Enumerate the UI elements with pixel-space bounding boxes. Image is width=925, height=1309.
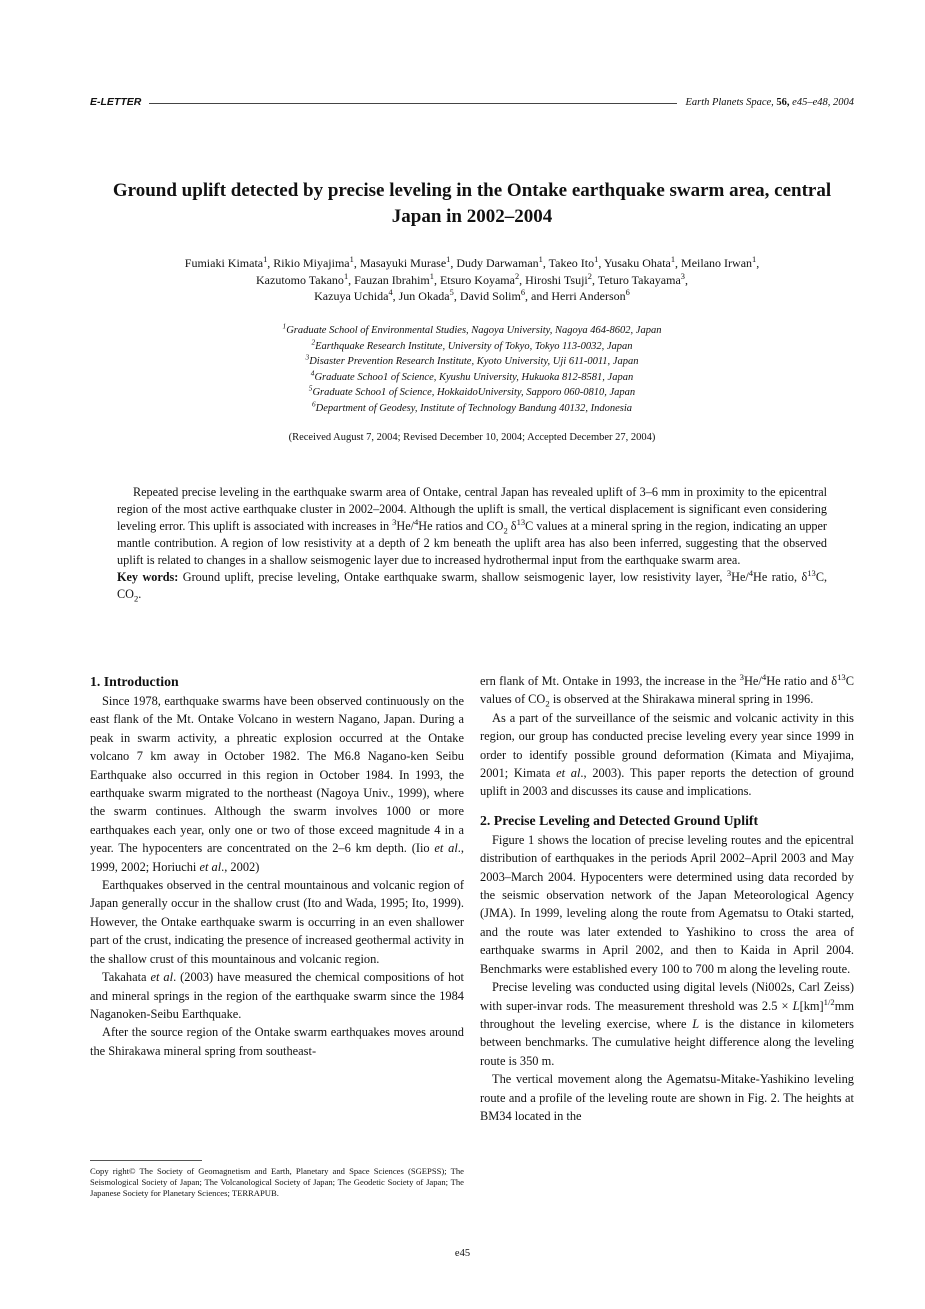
author-affiliation-mark: 3 <box>680 271 685 281</box>
affiliation-text: Department of Geodesy, Institute of Technology Bandung 40132, Indonesia <box>315 402 632 414</box>
paragraph: The vertical movement along the Agematsu-Mitake-Yashikino leveling route and a profile of the leveling route are shown in Fig. 2. The heights at BM34 located in the <box>480 1072 854 1123</box>
author-name: Rikio Miyajima <box>273 256 350 270</box>
author-affiliation-mark: 1 <box>263 255 268 264</box>
paragraph: Earthquakes observed in the central mountainous and volcanic region of Japan generally occur in the shallow crust (Ito and Wada, 1995; Ito, 1999). However, the Ontake earthquake swarm is occurring in an even shallower part of the crust, indicating the presence of increased geothermal activity in the shallow crust of this mountainous and volcanic region. <box>90 878 464 966</box>
author-affiliation-mark: 2 <box>587 271 592 281</box>
author-affiliation-mark: 6 <box>520 288 526 297</box>
affiliation <box>90 401 854 417</box>
copyright-notice: Copy right© The Society of Geomagnetism and Earth, Planetary and Space Sciences (SGEPSS); The Seismological Society of Japan; The Volcanological Society of Japan; The Geodetic Society of Japan; The Japanese Society for Planetary Sciences; TERRAPUB. <box>90 1166 464 1198</box>
author-name: Herri Anderson <box>551 289 626 303</box>
author-name: Jun Okada <box>398 289 450 303</box>
author-affiliation-mark: 6 <box>625 288 630 297</box>
affiliation <box>90 354 854 370</box>
author-affiliation-mark: 1 <box>349 255 354 264</box>
author-affiliation-mark: 1 <box>429 271 434 281</box>
abstract-text: Repeated precise leveling in the earthquake swarm area of Ontake, central Japan has revealed uplift of 3–6 mm in proximity to the epicentral region of the most active earthquake cluster in 2002–2004. Although the uplift is small, the vertical displacement is significant even considering leveling error. This uplift is associated with increases in $^3$He/$^4$He ratios and $CO_2$ $\delta^{13}C$ values at a mineral spring in the region, indicating an upper mantle contribution. A region of low resistivity at a depth of 2 km beneath the uplift area has also been inferred, suggesting that the observed uplift is related to changes in a shallow seismogenic layer due to increased hydrothermal input from the earthquake swarm area. <box>117 485 827 567</box>
right-column <box>480 672 854 1125</box>
author-affiliation-mark: 1 <box>670 255 676 264</box>
footnote-rule <box>90 1160 202 1161</box>
keywords: Key words: Ground uplift, precise leveling, Ontake earthquake swarm, shallow seismogenic layer, low resistivity layer, $^3$He/$^4$He ratio, $\delta^{13}C$, $CO_2$. <box>117 567 827 604</box>
author-list: Fumiaki Kimata$^1$, Rikio Miyajima$^1$, Masayuki Murase$^1$, Dudy Darwaman$^1$, Takeo Ito$^1$, Yusaku Ohata$^1$, Meilano Irwan$^1$, Kazutomo Takano$^1$, Fauzan Ibrahim$^1$, Etsuro Koyama$^2$, Hiroshi Tsuji$^2$, Teturo Takayama$^3$, Kazuya Uchida$^4$, Jun Okada$^5$, David Solim$^6$, and Herri Anderson$^6$ <box>184 255 760 303</box>
paragraph: Precise leveling was conducted using digital levels (Ni002s, Carl Zeiss) with super-invar rods. The measurement threshold was 2.5 × L[km]$^{1/2}$mm throughout the leveling exercise, where L is the distance in kilometers between benchmarks. The cumulative height difference along the leveling route is 350 m. <box>480 980 854 1068</box>
author-name: Masayuki Murase <box>359 256 447 270</box>
affiliation-text: Graduate Schoo1 of Science, HokkaidoUniversity, Sapporo 060-0810, Japan <box>312 387 636 398</box>
author-affiliation-mark: 1 <box>538 255 543 264</box>
author-affiliation-mark: 5 <box>449 288 454 297</box>
author-affiliation-mark: 2 <box>514 271 520 281</box>
affiliation-list <box>90 323 854 416</box>
paragraph: After the source region of the Ontake swarm earthquakes moves around the Shirakawa mineral spring from southeast- <box>90 1025 464 1058</box>
affiliation <box>90 385 854 401</box>
header-rule <box>149 103 677 104</box>
affiliation-text: Disaster Prevention Research Institute, Kyoto University, Uji 611-0011, Japan <box>309 356 639 367</box>
paragraph: ern flank of Mt. Ontake in 1993, the increase in the $^3$He/$^4$He ratio and $\delta^{13}C$ values of $CO_2$ is observed at the Shirakawa mineral spring in 1996. <box>480 671 854 709</box>
affiliation-number: 6 <box>312 399 316 408</box>
received-dates: (Received August 7, 2004; Revised December 10, 2004; Accepted December 27, 2004) <box>288 432 656 443</box>
running-header <box>90 96 854 108</box>
page-number: e45 <box>454 1248 471 1259</box>
author-name: Hiroshi Tsuji <box>525 272 588 287</box>
author-affiliation-mark: 1 <box>343 271 349 281</box>
affiliation-text: Graduate Schoo1 of Science, Kyushu University, Hukuoka 812-8581, Japan <box>314 371 634 383</box>
author-affiliation-mark: 1 <box>446 255 451 264</box>
author-name: Kazutomo Takano <box>256 272 344 287</box>
author-affiliation-mark: 1 <box>594 255 599 264</box>
author-name: Kazuya Uchida <box>314 289 389 303</box>
author-affiliation-mark: 4 <box>388 288 393 297</box>
author-name: Teturo Takayama <box>597 272 681 287</box>
section-label: E-LETTER <box>90 96 142 108</box>
author-name: Dudy Darwaman <box>456 256 539 270</box>
affiliation <box>90 323 854 339</box>
paragraph: Figure 1 shows the location of precise leveling routes and the epicentral distribution of earthquakes in the periods April 2002–April 2003 and May 2003–March 2004. Hypocenters were determined using data recorded by the seismic observation network of the Japan Meteorological Agency (JMA). In 1999, leveling along the route from Agematsu to Otaki started, and the route was later extended to Yashikino to cross the area of earthquake swarms in April 2002, and then to Kaida in April 2004. Benchmarks were established every 100 to 700 m along the leveling route. <box>480 832 854 976</box>
journal-citation: Earth Planets Space, 56, e45–e48, 2004 <box>685 96 854 108</box>
section-1-heading: 1. Introduction <box>90 674 179 689</box>
paragraph: As a part of the surveillance of the seismic and volcanic activity in this region, our group has conducted precise leveling every year since 1999 in order to identify possible ground deformation (Kimata and Miyajima, 2001; Kimata et al., 2003). This paper reports the detection of ground uplift in 2003 and discusses its cause and implications. <box>480 710 855 799</box>
author-name: Fauzan Ibrahim <box>354 272 430 287</box>
author-and: and <box>531 289 549 303</box>
author-name: Yusaku Ohata <box>603 256 671 270</box>
author-name: Takeo Ito <box>548 256 595 270</box>
affiliation-text: Graduate School of Environmental Studies, Nagoya University, Nagoya 464-8602, Japan <box>286 325 662 336</box>
paragraph: Since 1978, earthquake swarms have been observed continuously on the east flank of the Mt. Ontake Volcano in western Nagano, Japan. During a peak in swarm activity, a phreatic explosion occurred at the Ontake volcano 7 km away in October 1982. The M6.8 Nagano-ken Seibu Earthquake also occurred in this region in October 1984. In 1993, the earthquake swarm migrated to the northeast (Nagoya Univ., 1999), where the swarm continues. Although the swarm involves 1000 or more earthquakes each year, only one or two of those exceed magnitude 4 in a year. The hypocenters are concentrated on the 2–6 km depth. (Iio et al., 1999, 2002; Horiuchi et al., 2002) <box>90 694 464 874</box>
affiliation <box>90 370 854 386</box>
affiliation-number: 5 <box>308 383 313 393</box>
affiliation-text: Earthquake Research Institute, University of Tokyo, Tokyo 113-0032, Japan <box>315 340 633 352</box>
affiliation-number: 4 <box>310 368 315 377</box>
left-column <box>90 672 464 1060</box>
author-affiliation-mark: 1 <box>752 255 757 264</box>
affiliation-number: 1 <box>282 321 287 331</box>
author-name: Fumiaki Kimata <box>184 256 264 270</box>
section-2-heading: 2. Precise Leveling and Detected Ground Uplift <box>480 812 759 828</box>
author-name: David Solim <box>459 289 521 303</box>
affiliation-number: 2 <box>311 337 316 346</box>
author-name: Etsuro Koyama <box>439 272 515 287</box>
affiliation-number: 3 <box>305 352 310 362</box>
affiliation <box>90 339 854 355</box>
author-name: Meilano Irwan <box>681 256 753 270</box>
paper-title: Ground uplift detected by precise leveling in the Ontake earthquake swarm area, central Japan in 2002–2004 <box>112 180 832 227</box>
paragraph: Takahata et al. (2003) have measured the chemical compositions of hot and mineral springs in the region of the earthquake swarm since the 1984 Naganoken-Seibu Earthquake. <box>90 970 464 1021</box>
abstract <box>117 484 827 603</box>
